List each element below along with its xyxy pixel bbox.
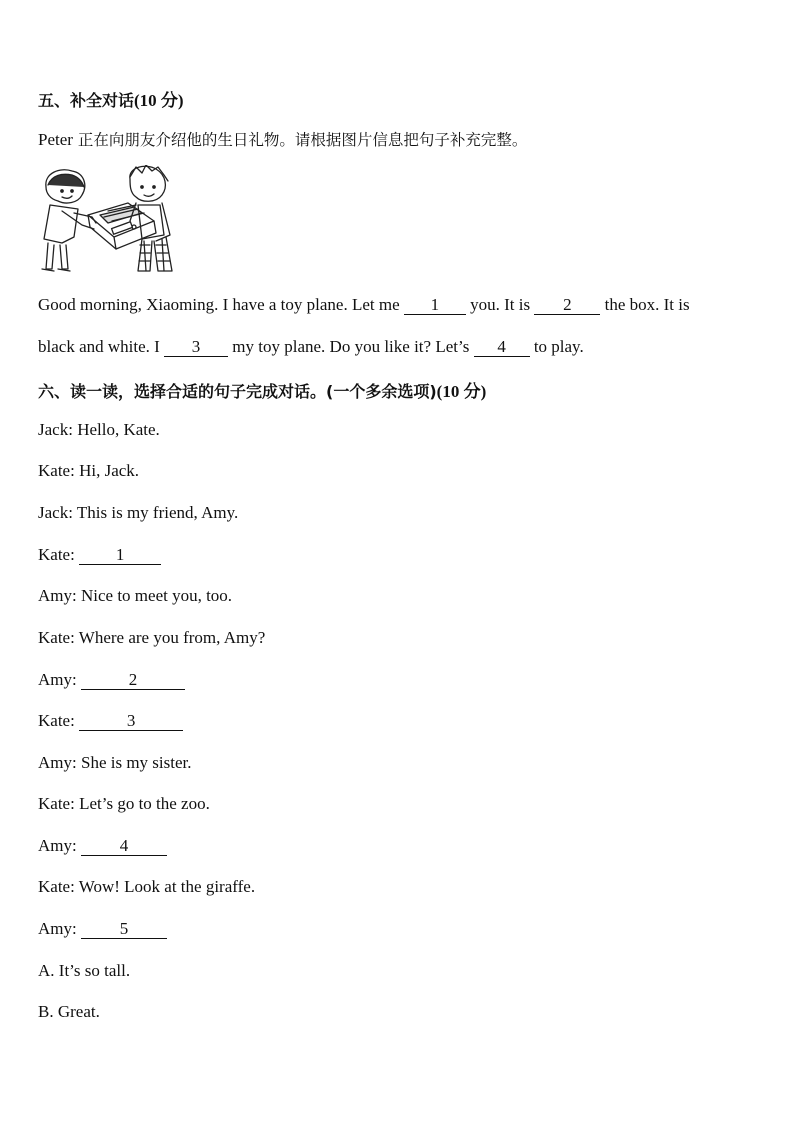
option-b: B. Great. (38, 1002, 100, 1021)
section6-score: (10 分) (436, 382, 487, 401)
dialog-text: Wow! Look at the giraffe. (78, 877, 256, 896)
dialog-line (38, 711, 183, 731)
dialog-text: Nice to meet you, too. (80, 586, 233, 605)
line1-part-a: Good morning, Xiaoming. I have a toy plane. Let me (38, 295, 404, 314)
dialog-blank-1[interactable]: 1 (79, 546, 161, 565)
dialog-line (38, 753, 192, 773)
dialog-blank-4[interactable]: 4 (81, 837, 167, 856)
dialog-line (38, 877, 255, 897)
option-a: A. It’s so tall. (38, 961, 131, 980)
blank-2[interactable]: 2 (534, 296, 600, 315)
section5-line2 (38, 337, 584, 357)
blank-3[interactable]: 3 (164, 338, 228, 357)
speaker: Amy: (38, 836, 77, 855)
speaker: Jack: (38, 503, 73, 522)
dialog-text: Hello, Kate. (77, 420, 160, 439)
speaker: Kate: (38, 794, 75, 813)
dialog-line (38, 919, 167, 939)
dialog-blank-3[interactable]: 3 (79, 712, 183, 731)
blank-4[interactable]: 4 (474, 338, 530, 357)
dialog-text: This is my friend, Amy. (76, 503, 239, 522)
speaker: Amy: (38, 753, 77, 772)
dialog-line (38, 503, 238, 523)
dialog-line (38, 586, 232, 606)
dialog-line (38, 545, 161, 565)
section6-heading (38, 377, 486, 402)
section5-heading (38, 86, 184, 111)
section6-note: (一个多余选项) (326, 382, 437, 401)
section5-score: (10 分) (134, 91, 184, 110)
speaker: Kate: (38, 877, 75, 896)
intro-en: Peter (38, 130, 73, 149)
dialog-text: Where are you from, Amy? (78, 628, 266, 647)
section6-title: 六、读一读，选择合适的句子完成对话。 (38, 382, 327, 401)
speaker: Jack: (38, 420, 73, 439)
line2-part-c: to play. (529, 337, 584, 356)
dialog-line (38, 420, 160, 440)
dialog-line (38, 836, 167, 856)
dialog-line (38, 794, 210, 814)
intro-cn: 正在向朋友介绍他的生日礼物。请根据图片信息把句子补充完整。 (72, 131, 528, 149)
line1-part-c: the box. It is (600, 295, 690, 314)
toy-plane-illustration (38, 165, 186, 278)
dialog-blank-5[interactable]: 5 (81, 920, 167, 939)
speaker: Kate: (38, 711, 75, 730)
speaker: Kate: (38, 628, 75, 647)
dialog-text: Let’s go to the zoo. (79, 794, 210, 813)
line2-part-a: black and white. I (38, 337, 165, 356)
blank-1[interactable]: 1 (404, 296, 466, 315)
speaker: Amy: (38, 670, 77, 689)
speaker: Amy: (38, 919, 77, 938)
dialog-line (38, 461, 139, 481)
line2-part-b: my toy plane. Do you like it? Let’s (228, 337, 474, 356)
dialog-blank-2[interactable]: 2 (81, 671, 185, 690)
speaker: Amy: (38, 586, 77, 605)
speaker: Kate: (38, 461, 75, 480)
line1-part-b: you. It is (465, 295, 535, 314)
section5-title: 五、补全对话 (38, 91, 135, 110)
dialog-text: Hi, Jack. (79, 461, 140, 480)
speaker: Kate: (38, 545, 75, 564)
section5-line1 (38, 295, 690, 315)
dialog-line (38, 628, 265, 648)
section5-intro (38, 128, 527, 150)
dialog-text: She is my sister. (80, 753, 192, 772)
dialog-line (38, 670, 185, 690)
